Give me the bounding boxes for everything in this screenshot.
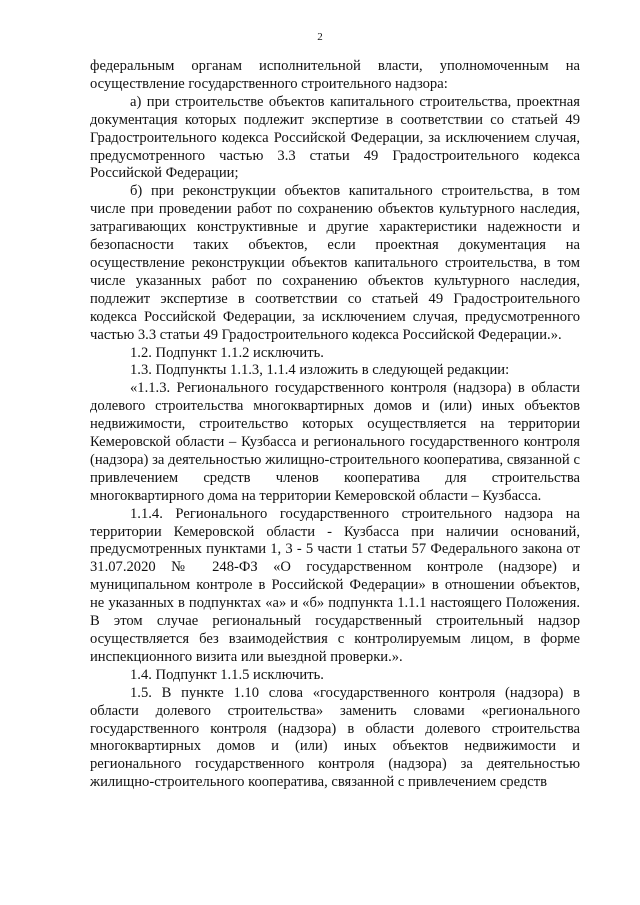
paragraph-1-1-4: 1.1.4. Регионального государственного строительного надзора на территории Кемеровской области - Кузбасса при наличии оснований, предусмотренных пунктами 1, 3 - 5 части 1 статьи 57 Федерального закона от 31.07.2020 № 248-ФЗ «О государственном контроле (надзоре) и муниципальном контроле в Российской Федерации» в отношении объектов, не указанных в подпунктах «а» и «б» подпункта 1.1.1 настоящего Положения. В этом случае региональный государственный строительный надзор осуществляется без взаимодействия с контролируемым лицом, в форме инспекционного визита или выездной проверки.». xyxy=(90,505,580,665)
paragraph-1-2: 1.2. Подпункт 1.1.2 исключить. xyxy=(130,344,324,361)
paragraph-subitem-a: а) при строительстве объектов капитального строительства, проектная документация которых подлежит экспертизе в соответствии со статьей 49 Градостроительного кодекса Российской Федерации, за исключением случая, предусмотренного частью 3.3 статьи 49 Градостроительного кодекса Российской Федерации; xyxy=(90,93,580,182)
page-number: 2 xyxy=(317,31,323,43)
paragraph-1-5: 1.5. В пункте 1.10 слова «государственного контроля (надзора) в области долевого строительства» заменить словами «регионального государственного контроля (надзора) в области долевого строительства многоквартирных домов и (или) иных объектов недвижимости и регионального государственного контроля (надзора) за деятельностью жилищно-строительного кооператива, связанной с привлечением средств xyxy=(90,684,580,791)
paragraph-1-3: 1.3. Подпункты 1.1.3, 1.1.4 изложить в следующей редакции: xyxy=(130,362,510,379)
paragraph-1-1-3: «1.1.3. Регионального государственного контроля (надзора) в области долевого строительства многоквартирных домов и (или) иных объектов недвижимости, строительство которых осуществляется на территории Кемеровской области – Кузбасса и регионального государственного контроля (надзора) за деятельностью жилищно-строительного кооператива, связанной с привлечением средств членов кооператива для строительства многоквартирного дома на территории Кемеровской области – Кузбасса. xyxy=(90,380,580,504)
paragraph-continuation: федеральным органам исполнительной власти, уполномоченным на осуществление государственного строительного надзора: xyxy=(90,58,580,92)
paragraph-subitem-b: б) при реконструкции объектов капитального строительства, в том числе при проведении работ по сохранению объектов культурного наследия, затрагивающих конструктивные и другие характеристики надежности и безопасности таких объектов, если проектная документация на осуществление реконструкции объектов капитального строительства, в том числе указанных работ по сохранению объектов культурного наследия, подлежит экспертизе в соответствии со статьей 49 Градостроительного кодекса Российской Федерации, за исключением случая, предусмотренного частью 3.3 статьи 49 Градостроительного кодекса Российской Федерации.». xyxy=(90,183,580,343)
document-body xyxy=(90,58,580,792)
paragraph-1-4: 1.4. Подпункт 1.1.5 исключить. xyxy=(130,666,324,683)
